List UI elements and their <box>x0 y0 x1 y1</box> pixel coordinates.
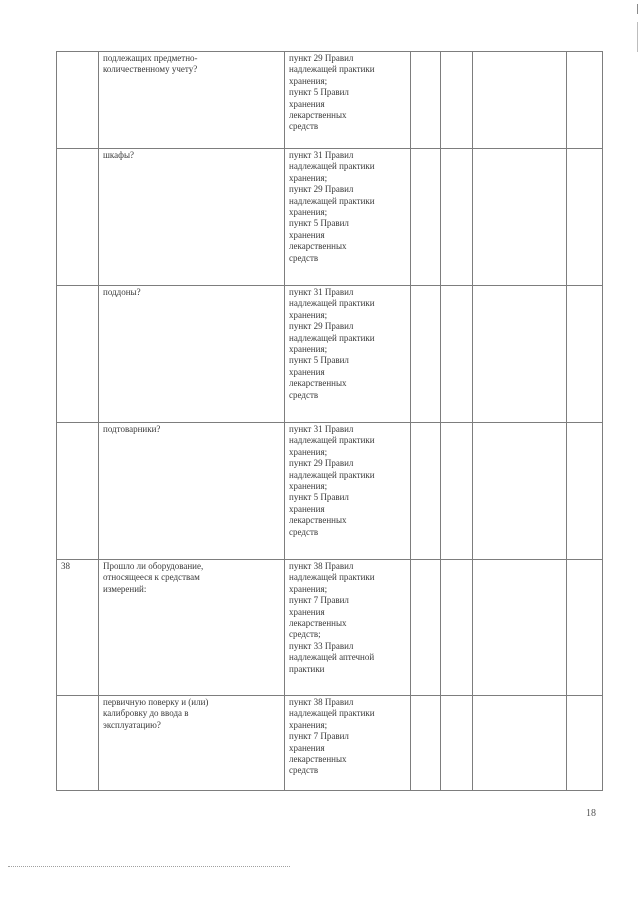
answer-no-cell <box>441 696 473 791</box>
question-line: поддоны? <box>103 287 141 297</box>
reference-line: надлежащей практики <box>289 708 375 719</box>
note-cell <box>473 52 567 149</box>
extra-cell <box>567 696 603 791</box>
reference-line: лекарственных <box>289 378 347 389</box>
scan-edge-mark <box>637 4 638 14</box>
answer-yes-cell <box>411 286 441 423</box>
reference-line: надлежащей практики <box>289 435 375 446</box>
reference-cell <box>285 149 411 286</box>
reference-line: хранения; <box>289 583 328 594</box>
reference-line: пункт 5 Правил <box>289 355 349 366</box>
row-number: 38 <box>61 561 70 571</box>
reference-line: надлежащей практики <box>289 572 375 583</box>
answer-no-cell <box>441 52 473 149</box>
note-cell <box>473 423 567 560</box>
question-cell <box>99 423 285 560</box>
scan-edge-mark <box>637 22 638 52</box>
footer-rule <box>8 866 290 867</box>
reference-line: пункт 29 Правил <box>289 184 354 195</box>
reference-cell <box>285 560 411 696</box>
answer-yes-cell <box>411 149 441 286</box>
answer-no-cell <box>441 286 473 423</box>
reference-line: лекарственных <box>289 754 347 765</box>
extra-cell <box>567 149 603 286</box>
reference-line: средств; <box>289 629 321 640</box>
reference-line: хранения; <box>289 446 328 457</box>
extra-cell <box>567 286 603 423</box>
reference-line: пункт 38 Правил <box>289 561 354 571</box>
reference-line: надлежащей практики <box>289 298 375 309</box>
reference-line: хранения; <box>289 481 328 492</box>
question-line: калибровку до ввода в <box>103 708 189 719</box>
note-cell <box>473 696 567 791</box>
reference-line: лекарственных <box>289 618 347 629</box>
row-number-cell <box>57 560 99 696</box>
table-row <box>57 696 603 791</box>
question-cell <box>99 560 285 696</box>
reference-line: надлежащей практики <box>289 332 375 343</box>
row-number-cell <box>57 52 99 149</box>
reference-line: хранения; <box>289 344 328 355</box>
reference-line: пункт 31 Правил <box>289 150 354 160</box>
question-line: подтоварники? <box>103 424 161 434</box>
reference-line: хранения; <box>289 75 328 86</box>
reference-line: лекарственных <box>289 110 347 121</box>
reference-line: средств <box>289 765 319 776</box>
note-cell <box>473 286 567 423</box>
reference-line: хранения <box>289 503 325 514</box>
reference-line: хранения; <box>289 207 328 218</box>
answer-yes-cell <box>411 52 441 149</box>
reference-line: хранения; <box>289 309 328 320</box>
reference-line: надлежащей практики <box>289 195 375 206</box>
note-cell <box>473 560 567 696</box>
page-number: 18 <box>586 808 596 819</box>
reference-line: надлежащей практики <box>289 469 375 480</box>
question-line: первичную поверку и (или) <box>103 697 209 707</box>
reference-line: хранения <box>289 742 325 753</box>
question-cell <box>99 149 285 286</box>
reference-line: средств <box>289 121 319 132</box>
answer-yes-cell <box>411 696 441 791</box>
checklist-table <box>56 51 603 791</box>
table-row <box>57 286 603 423</box>
reference-cell <box>285 696 411 791</box>
reference-cell <box>285 423 411 560</box>
reference-line: средств <box>289 252 319 263</box>
reference-line: средств <box>289 389 319 400</box>
reference-line: надлежащей практики <box>289 161 375 172</box>
answer-no-cell <box>441 149 473 286</box>
question-cell <box>99 286 285 423</box>
extra-cell <box>567 423 603 560</box>
table-row <box>57 52 603 149</box>
question-line: подлежащих предметно- <box>103 53 198 63</box>
reference-line: хранения <box>289 229 325 240</box>
reference-line: пункт 29 Правил <box>289 321 354 332</box>
reference-line: лекарственных <box>289 241 347 252</box>
row-number-cell <box>57 423 99 560</box>
table-row <box>57 560 603 696</box>
table-row <box>57 149 603 286</box>
answer-no-cell <box>441 423 473 560</box>
reference-cell <box>285 52 411 149</box>
question-line: измерений: <box>103 583 147 594</box>
reference-line: хранения <box>289 606 325 617</box>
question-line: количественному учету? <box>103 64 198 75</box>
reference-line: пункт 29 Правил <box>289 53 354 63</box>
reference-line: пункт 33 Правил <box>289 640 354 651</box>
note-cell <box>473 149 567 286</box>
extra-cell <box>567 560 603 696</box>
reference-line: хранения; <box>289 719 328 730</box>
reference-line: хранения <box>289 366 325 377</box>
answer-yes-cell <box>411 423 441 560</box>
question-cell <box>99 52 285 149</box>
reference-line: пункт 29 Правил <box>289 458 354 469</box>
question-line: относящееся к средствам <box>103 572 200 583</box>
row-number-cell <box>57 149 99 286</box>
table-row <box>57 423 603 560</box>
reference-line: пункт 31 Правил <box>289 287 354 297</box>
reference-line: средств <box>289 526 319 537</box>
reference-line: пункт 38 Правил <box>289 697 354 707</box>
reference-line: надлежащей практики <box>289 64 375 75</box>
reference-line: пункт 5 Правил <box>289 218 349 229</box>
answer-no-cell <box>441 560 473 696</box>
reference-line: лекарственных <box>289 515 347 526</box>
extra-cell <box>567 52 603 149</box>
reference-line: надлежащей аптечной <box>289 652 375 663</box>
reference-line: хранения; <box>289 172 328 183</box>
reference-line: пункт 7 Правил <box>289 731 349 742</box>
reference-cell <box>285 286 411 423</box>
row-number-cell <box>57 286 99 423</box>
reference-line: пункт 31 Правил <box>289 424 354 434</box>
reference-line: пункт 5 Правил <box>289 492 349 503</box>
reference-line: практики <box>289 663 325 674</box>
answer-yes-cell <box>411 560 441 696</box>
row-number-cell <box>57 696 99 791</box>
question-cell <box>99 696 285 791</box>
question-line: эксплуатацию? <box>103 719 161 730</box>
reference-line: хранения <box>289 98 325 109</box>
reference-line: пункт 7 Правил <box>289 595 349 606</box>
question-line: Прошло ли оборудование, <box>103 561 204 571</box>
reference-line: пункт 5 Правил <box>289 87 349 98</box>
question-line: шкафы? <box>103 150 135 160</box>
